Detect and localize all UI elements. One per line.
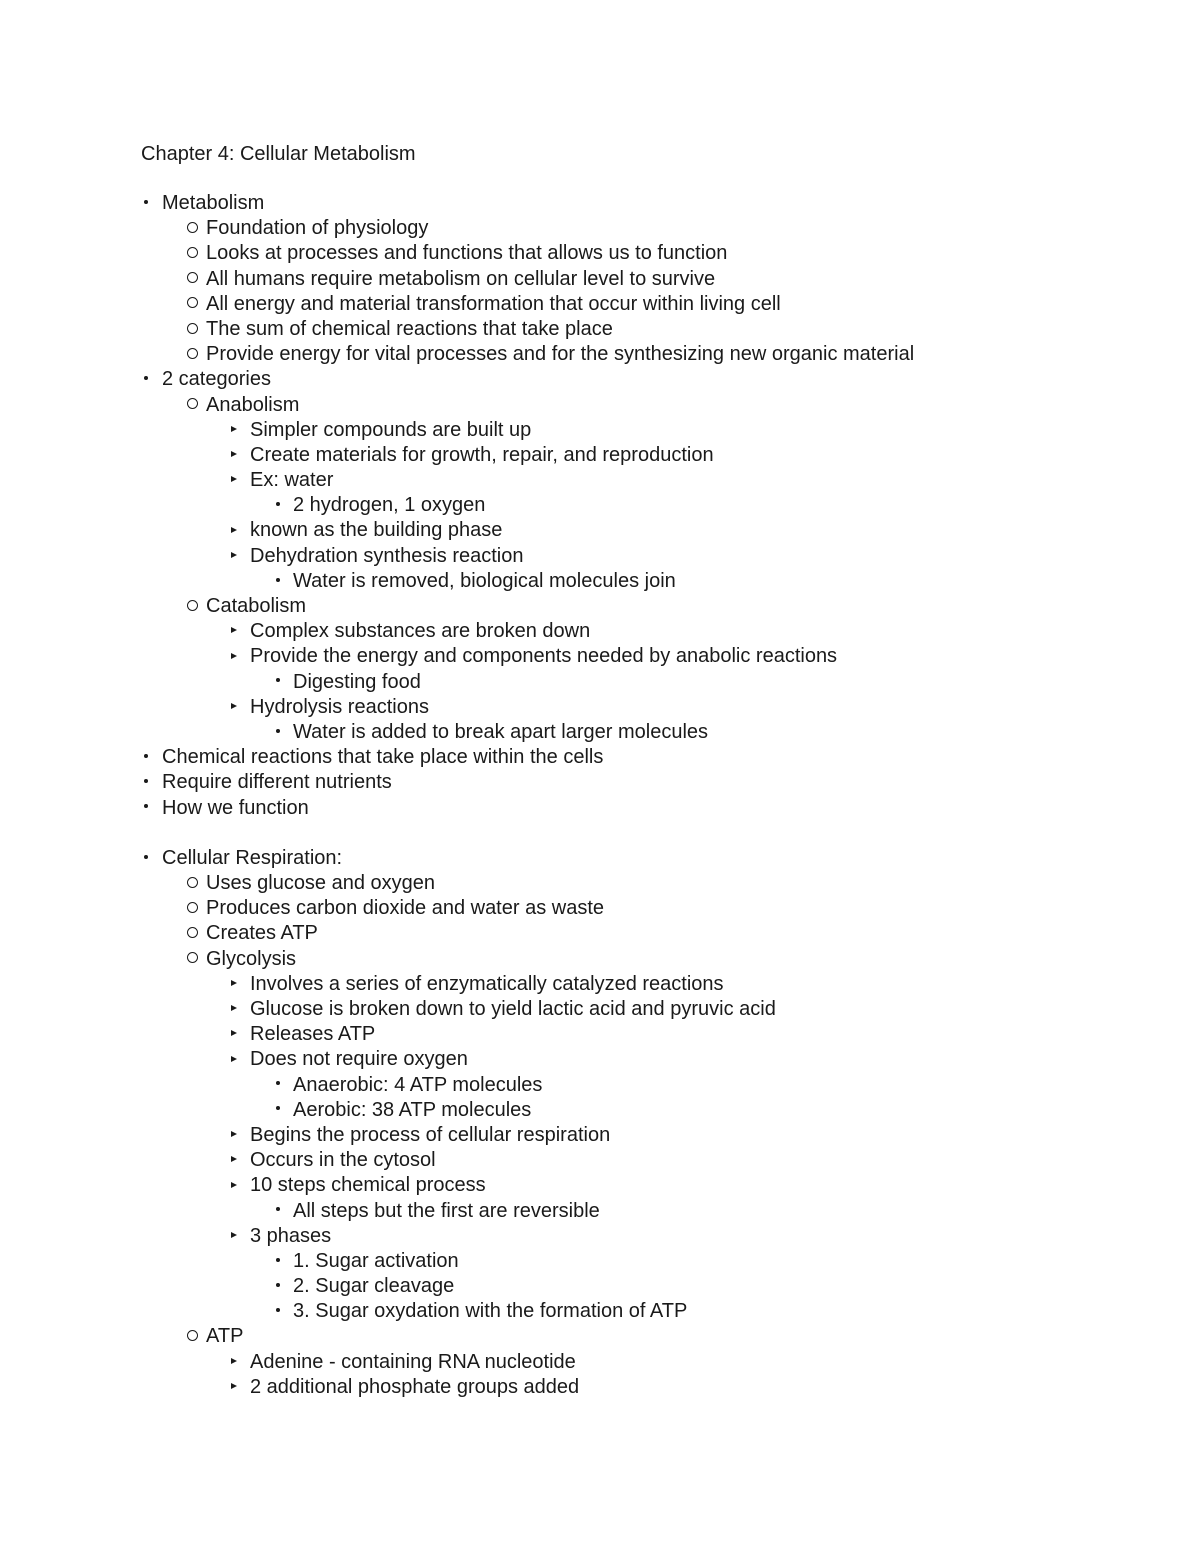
hollow-circle-bullet-icon xyxy=(184,342,200,367)
bullet-dot-icon xyxy=(138,191,154,216)
outline-item-text: Releases ATP xyxy=(250,1023,376,1046)
outline-item-text: Occurs in the cytosol xyxy=(250,1149,436,1172)
outline-item-text: Aerobic: 38 ATP molecules xyxy=(293,1098,532,1121)
arrow-bullet-icon xyxy=(226,468,242,493)
outline-item-level-3 xyxy=(0,1123,1200,1148)
outline-item-level-1 xyxy=(0,191,1200,216)
outline-item-text: Complex substances are broken down xyxy=(250,620,591,643)
outline-item-text: Provide the energy and components needed by anabolic reactions xyxy=(250,645,838,668)
outline-item-level-3 xyxy=(0,695,1200,720)
outline-item-text: 3 phases xyxy=(250,1224,332,1247)
outline-item-level-4 xyxy=(0,1199,1200,1224)
hollow-circle-bullet-icon xyxy=(184,1324,200,1349)
outline-item-text: All steps but the first are reversible xyxy=(293,1199,600,1222)
hollow-circle-bullet-icon xyxy=(184,267,200,292)
arrow-bullet-icon xyxy=(226,418,242,443)
outline-item-text: Glucose is broken down to yield lactic acid and pyruvic acid xyxy=(250,998,776,1020)
bullet-dot-icon xyxy=(270,1098,286,1123)
outline-item-text: Involves a series of enzymatically catalyzed reactions xyxy=(250,972,724,995)
outline-item-text: Create materials for growth, repair, and reproduction xyxy=(250,443,714,466)
outline-item-text: Water is removed, biological molecules join xyxy=(293,569,676,592)
outline-item-text: Dehydration synthesis reaction xyxy=(250,544,524,567)
outline-item-text: Does not require oxygen xyxy=(250,1048,468,1071)
outline-item-level-3 xyxy=(0,544,1200,569)
arrow-bullet-icon xyxy=(226,1173,242,1198)
outline-item-level-2 xyxy=(0,947,1200,972)
outline-item-text: Simpler compounds are built up xyxy=(250,418,532,441)
outline-item-level-3 xyxy=(0,1375,1200,1400)
outline-item-text: All humans require metabolism on cellular level to survive xyxy=(206,267,716,290)
arrow-bullet-icon xyxy=(226,997,242,1022)
outline-item-level-4 xyxy=(0,670,1200,695)
outline-item-text: ATP xyxy=(206,1325,244,1348)
outline-item-text: Foundation of physiology xyxy=(206,217,429,240)
arrow-bullet-icon xyxy=(226,1123,242,1148)
arrow-bullet-icon xyxy=(226,1047,242,1072)
outline-item-text: Begins the process of cellular respiration xyxy=(250,1123,611,1146)
outline-item-level-2 xyxy=(0,594,1200,619)
outline-item-level-4 xyxy=(0,1073,1200,1098)
bullet-dot-icon xyxy=(270,720,286,745)
outline-item-text: Chemical reactions that take place within the cells xyxy=(162,746,604,769)
hollow-circle-bullet-icon xyxy=(184,292,200,317)
outline-item-level-3 xyxy=(0,443,1200,468)
outline-item-level-4 xyxy=(0,720,1200,745)
outline-item-level-3 xyxy=(0,644,1200,669)
outline-item-level-4 xyxy=(0,1249,1200,1274)
arrow-bullet-icon xyxy=(226,1350,242,1375)
hollow-circle-bullet-icon xyxy=(184,241,200,266)
outline-item-level-3 xyxy=(0,468,1200,493)
outline-item-level-3 xyxy=(0,997,1200,1022)
outline-item-text: 2 categories xyxy=(162,368,271,391)
outline-item-text: Metabolism xyxy=(162,192,265,214)
bullet-dot-icon xyxy=(138,745,154,770)
outline-item-level-2 xyxy=(0,896,1200,921)
outline-item-level-2 xyxy=(0,393,1200,418)
hollow-circle-bullet-icon xyxy=(184,594,200,619)
outline-item-level-3 xyxy=(0,1173,1200,1198)
outline-item-text: Require different nutrients xyxy=(162,771,392,794)
outline-item-level-2 xyxy=(0,342,1200,367)
outline-item-level-1 xyxy=(0,796,1200,821)
arrow-bullet-icon xyxy=(226,1022,242,1047)
outline-item-level-2 xyxy=(0,216,1200,241)
bullet-dot-icon xyxy=(270,493,286,518)
outline-item-text: Provide energy for vital processes and for the synthesizing new organic material xyxy=(206,343,915,366)
arrow-bullet-icon xyxy=(226,1148,242,1173)
hollow-circle-bullet-icon xyxy=(184,921,200,946)
bullet-dot-icon xyxy=(270,670,286,695)
outline-item-text: Creates ATP xyxy=(206,922,318,945)
outline-item-level-2 xyxy=(0,317,1200,342)
outline-item-text: Cellular Respiration: xyxy=(162,846,343,869)
outline-item-text: 2 hydrogen, 1 oxygen xyxy=(293,494,486,517)
hollow-circle-bullet-icon xyxy=(184,947,200,972)
bullet-dot-icon xyxy=(270,1274,286,1299)
bullet-dot-icon xyxy=(270,1199,286,1224)
hollow-circle-bullet-icon xyxy=(184,393,200,418)
outline-item-text: 2 additional phosphate groups added xyxy=(250,1375,580,1398)
outline-item-text: known as the building phase xyxy=(250,519,503,542)
outline-item-level-1 xyxy=(0,846,1200,871)
outline-item-level-1 xyxy=(0,367,1200,392)
bullet-dot-icon xyxy=(270,1073,286,1098)
outline-item-level-3 xyxy=(0,972,1200,997)
outline-item-level-3 xyxy=(0,1224,1200,1249)
outline-item-level-3 xyxy=(0,418,1200,443)
outline-item-level-1 xyxy=(0,770,1200,795)
outline-item-level-2 xyxy=(0,292,1200,317)
arrow-bullet-icon xyxy=(226,644,242,669)
arrow-bullet-icon xyxy=(226,1224,242,1249)
outline-item-level-2 xyxy=(0,267,1200,292)
outline-item-level-3 xyxy=(0,518,1200,543)
blank-line xyxy=(0,821,1200,846)
bullet-dot-icon xyxy=(138,846,154,871)
bullet-dot-icon xyxy=(270,1249,286,1274)
outline-item-text: Produces carbon dioxide and water as waste xyxy=(206,897,605,920)
arrow-bullet-icon xyxy=(226,443,242,468)
arrow-bullet-icon xyxy=(226,1375,242,1400)
outline-item-text: Glycolysis xyxy=(206,947,297,970)
outline-item-text: Looks at processes and functions that allows us to function xyxy=(206,242,728,265)
outline-item-level-4 xyxy=(0,1098,1200,1123)
arrow-bullet-icon xyxy=(226,695,242,720)
outline-item-level-2 xyxy=(0,1324,1200,1349)
hollow-circle-bullet-icon xyxy=(184,896,200,921)
bullet-dot-icon xyxy=(138,367,154,392)
outline-item-text: 1. Sugar activation xyxy=(293,1249,459,1272)
outline-item-text: 3. Sugar oxydation with the formation of ATP xyxy=(293,1300,688,1323)
bullet-dot-icon xyxy=(138,796,154,821)
arrow-bullet-icon xyxy=(226,619,242,644)
arrow-bullet-icon xyxy=(226,518,242,543)
outline-item-text: Ex: water xyxy=(250,469,334,492)
outline-item-text: All energy and material transformation that occur within living cell xyxy=(206,292,781,315)
arrow-bullet-icon xyxy=(226,544,242,569)
outline-item-level-3 xyxy=(0,619,1200,644)
outline-item-level-2 xyxy=(0,921,1200,946)
outline-item-level-2 xyxy=(0,241,1200,266)
bullet-dot-icon xyxy=(270,569,286,594)
outline-item-text: Uses glucose and oxygen xyxy=(206,872,436,895)
bullet-dot-icon xyxy=(138,770,154,795)
outline-item-text: 2. Sugar cleavage xyxy=(293,1275,455,1298)
outline-item-text: The sum of chemical reactions that take place xyxy=(206,317,613,340)
hollow-circle-bullet-icon xyxy=(184,317,200,342)
outline-item-level-4 xyxy=(0,493,1200,518)
outline-item-text: Catabolism xyxy=(206,595,307,617)
outline-item-level-2 xyxy=(0,871,1200,896)
arrow-bullet-icon xyxy=(226,972,242,997)
bullet-dot-icon xyxy=(270,1299,286,1324)
outline-item-text: Adenine - containing RNA nucleotide xyxy=(250,1350,576,1373)
outline-item-level-3 xyxy=(0,1350,1200,1375)
outline-item-text: Anaerobic: 4 ATP molecules xyxy=(293,1073,543,1096)
outline-item-text: Anabolism xyxy=(206,393,300,416)
outline-item-level-3 xyxy=(0,1047,1200,1072)
outline-item-text: 10 steps chemical process xyxy=(250,1174,486,1197)
outline-notes xyxy=(0,191,1200,1400)
outline-item-text: How we function xyxy=(162,796,309,819)
outline-item-level-4 xyxy=(0,1299,1200,1324)
outline-item-text: Digesting food xyxy=(293,670,421,693)
hollow-circle-bullet-icon xyxy=(184,216,200,241)
outline-item-text: Hydrolysis reactions xyxy=(250,695,429,718)
page-title: Chapter 4: Cellular Metabolism xyxy=(141,143,416,165)
outline-item-level-1 xyxy=(0,745,1200,770)
outline-item-level-3 xyxy=(0,1148,1200,1173)
outline-item-level-4 xyxy=(0,569,1200,594)
outline-item-level-4 xyxy=(0,1274,1200,1299)
outline-item-text: Water is added to break apart larger molecules xyxy=(293,720,709,743)
outline-item-level-3 xyxy=(0,1022,1200,1047)
hollow-circle-bullet-icon xyxy=(184,871,200,896)
